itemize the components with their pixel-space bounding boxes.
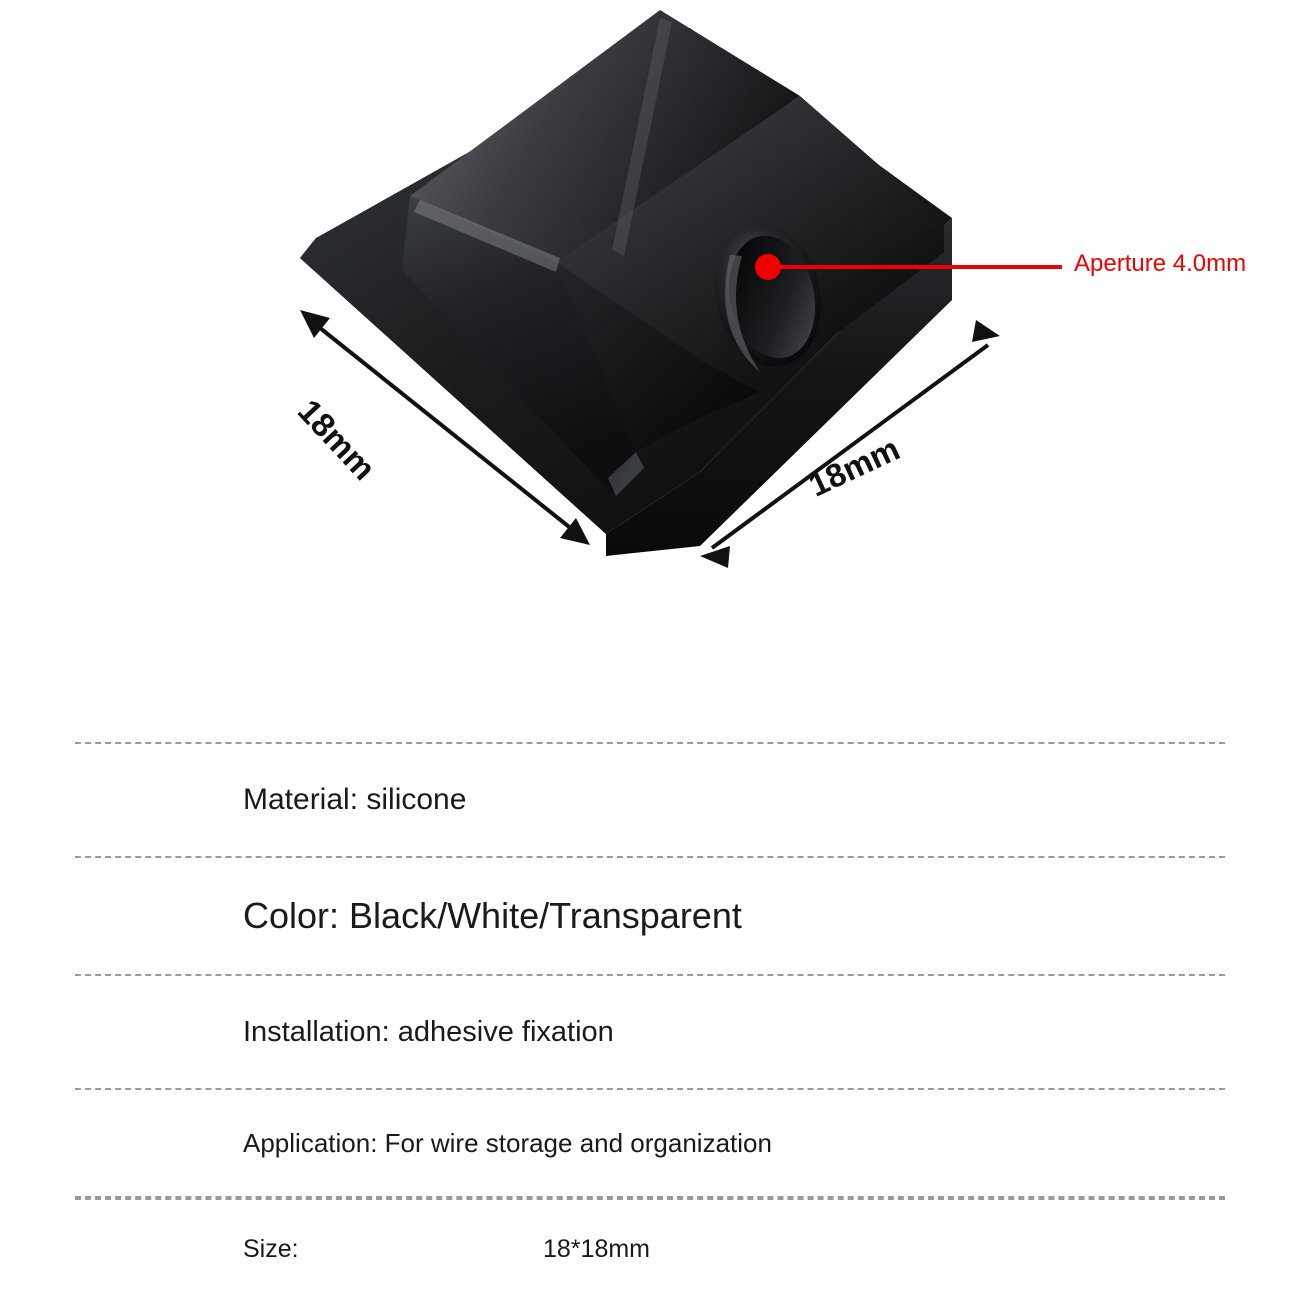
spec-size-key: Size: [243,1234,299,1263]
spec-row-color [75,856,1225,974]
spec-size-wrap [75,1235,650,1264]
specification-list [75,742,1225,1298]
spec-row-material [75,742,1225,856]
aperture-callout-label: Aperture 4.0mm [1074,250,1247,277]
spec-row-size [75,1198,1225,1298]
spec-material-text: Material: silicone [243,783,467,816]
spec-row-application [75,1088,1225,1196]
dimension-label-left: 18mm [290,392,384,487]
spec-application-text: Application: For wire storage and organization [243,1127,772,1158]
spec-installation-text: Installation: adhesive fixation [243,1015,614,1048]
spec-row-installation [75,974,1225,1088]
callout-dot [755,254,781,280]
spec-size-value: 18*18mm [543,1234,650,1263]
spec-color-text: Color: Black/White/Transparent [243,895,742,936]
dimension-label-right: 18mm [803,429,906,504]
